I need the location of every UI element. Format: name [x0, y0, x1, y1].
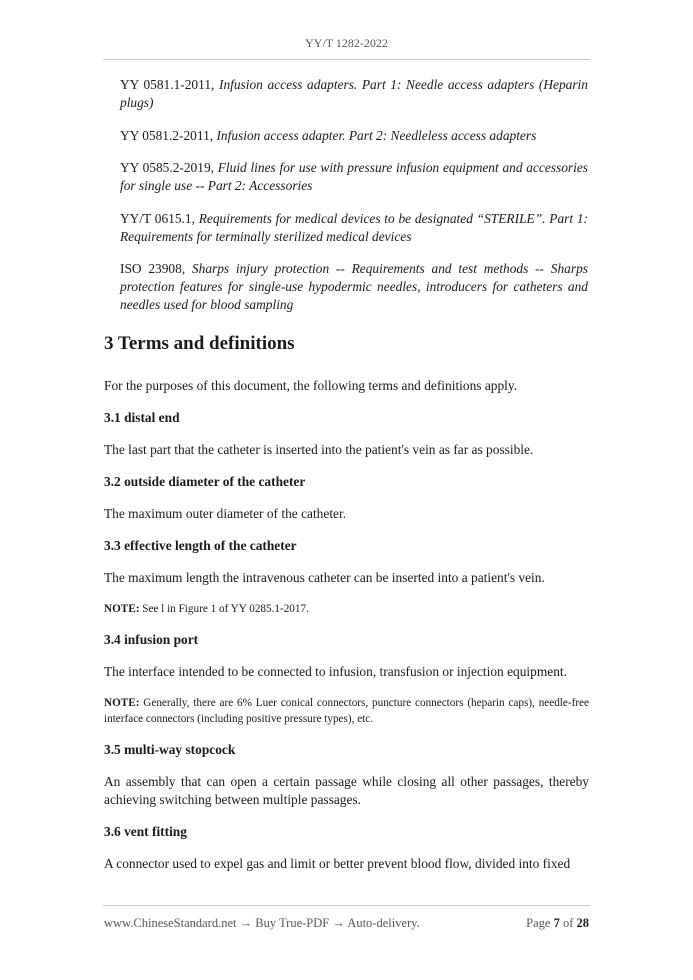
page-indicator: [526, 916, 589, 931]
term-note: [104, 601, 589, 617]
reference-title: Sharps injury protection -- Requirements and test methods -- Sharps protection features for single-use hypodermic needles, introducers for catheters and needles used for blood sampling: [120, 261, 588, 312]
total-pages: 28: [576, 916, 589, 930]
term-note: [104, 695, 589, 727]
term-definition: The maximum outer diameter of the catheter.: [104, 506, 347, 521]
term-heading: 3.1 distal end: [104, 410, 180, 425]
reference-item: [120, 127, 588, 145]
reference-item: [120, 159, 588, 195]
terms-section: [104, 332, 589, 887]
term-definition: The last part that the catheter is inserted into the patient's vein as far as possible.: [104, 442, 534, 457]
page-label: Page: [526, 916, 554, 930]
note-text: Generally, there are 6% Luer conical connectors, puncture connectors (heparin caps), needle-free interface connectors (including positive pressure types), etc.: [104, 697, 589, 725]
section-intro: For the purposes of this document, the following terms and definitions apply.: [104, 378, 518, 393]
reference-code: ISO 23908,: [120, 261, 192, 276]
note-text: See l in Figure 1 of YY 0285.1-2017.: [139, 603, 309, 615]
reference-code: YY 0581.1-2011,: [120, 77, 219, 92]
page-footer: [104, 916, 589, 931]
reference-code: YY 0581.2-2011,: [120, 127, 217, 143]
reference-code: YY/T 0615.1,: [120, 210, 199, 226]
footer-promo: [104, 916, 420, 931]
section-heading: 3 Terms and definitions: [104, 333, 295, 354]
term-definition: An assembly that can open a certain passage while closing all other passages, thereby achieving switching between multiple passages.: [104, 774, 589, 807]
page-number: 7: [553, 916, 560, 930]
reference-item: [120, 210, 588, 246]
normative-references-list: [120, 76, 588, 329]
reference-title: Infusion access adapter. Part 2: Needleless access adapters: [216, 127, 537, 143]
term-heading: 3.4 infusion port: [104, 632, 199, 647]
page-header: [103, 36, 590, 60]
reference-title: Infusion access adapters. Part 1: Needle access adapters (Heparin plugs): [120, 77, 588, 110]
of-label: of: [559, 916, 577, 930]
website-link[interactable]: www.ChineseStandard.net: [104, 916, 237, 930]
reference-title: Requirements for medical devices to be designated “STERILE”. Part 1: Requirements for terminally sterilized medical devices: [120, 210, 588, 244]
term-definition: The maximum length the intravenous catheter can be inserted into a patient's vein.: [104, 570, 545, 585]
term-definition: A connector used to expel gas and limit or better prevent blood flow, divided into fixed: [104, 856, 571, 871]
term-heading: 3.3 effective length of the catheter: [104, 538, 297, 553]
term-heading: 3.5 multi-way stopcock: [104, 742, 236, 757]
reference-code: YY 0585.2-2019,: [120, 160, 218, 175]
footer-divider: [103, 905, 590, 906]
reference-item: [120, 76, 588, 112]
note-label: NOTE:: [104, 603, 140, 615]
reference-item: [120, 260, 588, 314]
note-label: NOTE:: [104, 697, 140, 709]
term-heading: 3.2 outside diameter of the catheter: [104, 474, 306, 489]
term-definition: The interface intended to be connected to infusion, transfusion or injection equipment.: [104, 664, 567, 679]
promo-text: → Buy True-PDF → Auto-delivery.: [236, 916, 420, 930]
reference-title: Fluid lines for use with pressure infusion equipment and accessories for single use -- Part 2: Accessories: [120, 160, 588, 193]
term-heading: 3.6 vent fitting: [104, 824, 187, 839]
standard-code: YY/T 1282-2022: [305, 36, 388, 50]
